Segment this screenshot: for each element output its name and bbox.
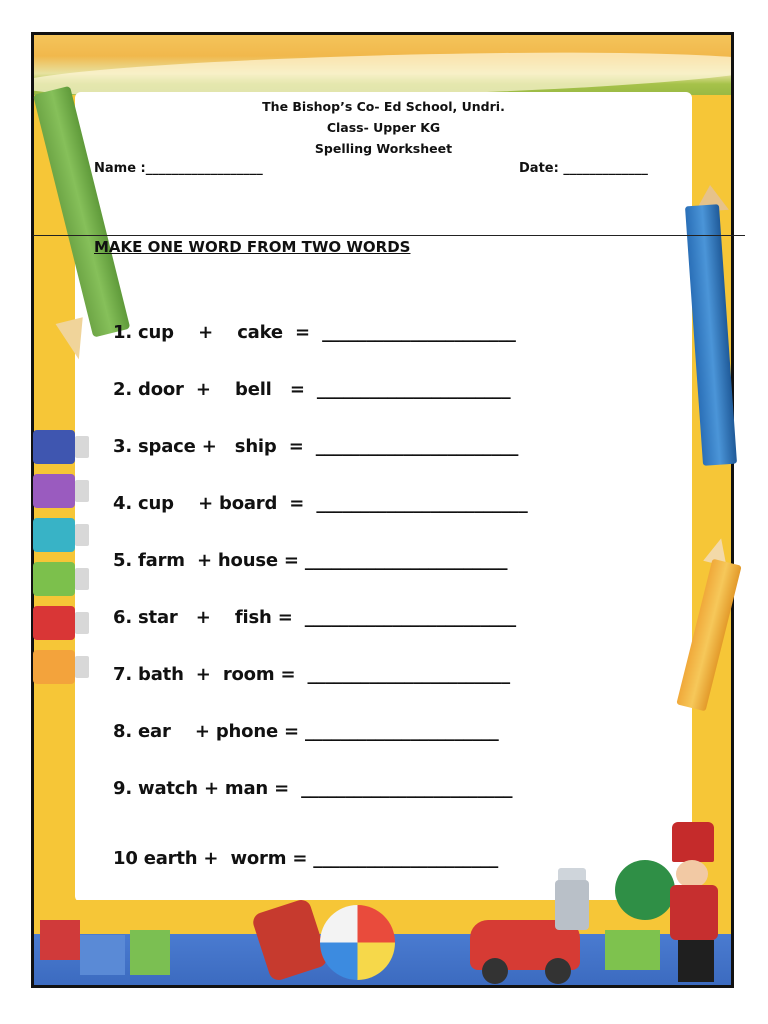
toy-wheel-icon [615, 860, 675, 920]
soldier-face [676, 860, 708, 888]
name-field: Name :__________________ [94, 161, 263, 176]
toy-block [130, 930, 170, 975]
crayon-red [33, 606, 75, 640]
crayon-orange [33, 650, 75, 684]
toy-block [40, 920, 80, 960]
question-5: 5. farm + house = _______________________ [113, 550, 508, 571]
car-wheel [482, 958, 508, 984]
robot-icon [555, 880, 589, 930]
question-7: 7. bath + room = _______________________ [113, 664, 510, 685]
question-2: 2. door + bell = ______________________ [113, 379, 511, 400]
question-9: 9. watch + man = ________________________ [113, 778, 513, 799]
date-field: Date: _____________ [519, 161, 648, 176]
crayon-purple [33, 474, 75, 508]
worksheet-title: Spelling Worksheet [314, 141, 453, 156]
question-6: 6. star + fish = ________________________ [113, 607, 516, 628]
question-4: 4. cup + board = ________________________ [113, 493, 528, 514]
crayon-teal [33, 518, 75, 552]
school-name: The Bishop’s Co- Ed School, Undri. [262, 99, 505, 114]
divider-line [33, 235, 745, 236]
soldier-hat-icon [672, 822, 714, 862]
question-1: 1. cup + cake = ______________________ [113, 322, 516, 343]
crayon-green [33, 562, 75, 596]
question-3: 3. space + ship = _______________________ [113, 436, 519, 457]
crayon-blue [33, 430, 75, 464]
toy-block [80, 935, 125, 975]
worksheet-header [75, 96, 692, 159]
question-8: 8. ear + phone = ______________________ [113, 721, 499, 742]
section-title: MAKE ONE WORD FROM TWO WORDS [94, 238, 411, 256]
class-name: Class- Upper KG [326, 120, 441, 135]
soldier-legs [678, 940, 714, 982]
soldier-coat [670, 885, 718, 940]
beach-ball-icon [320, 905, 395, 980]
car-wheel [545, 958, 571, 984]
toy-block [605, 930, 660, 970]
question-10: 10 earth + worm = _____________________ [113, 848, 499, 869]
